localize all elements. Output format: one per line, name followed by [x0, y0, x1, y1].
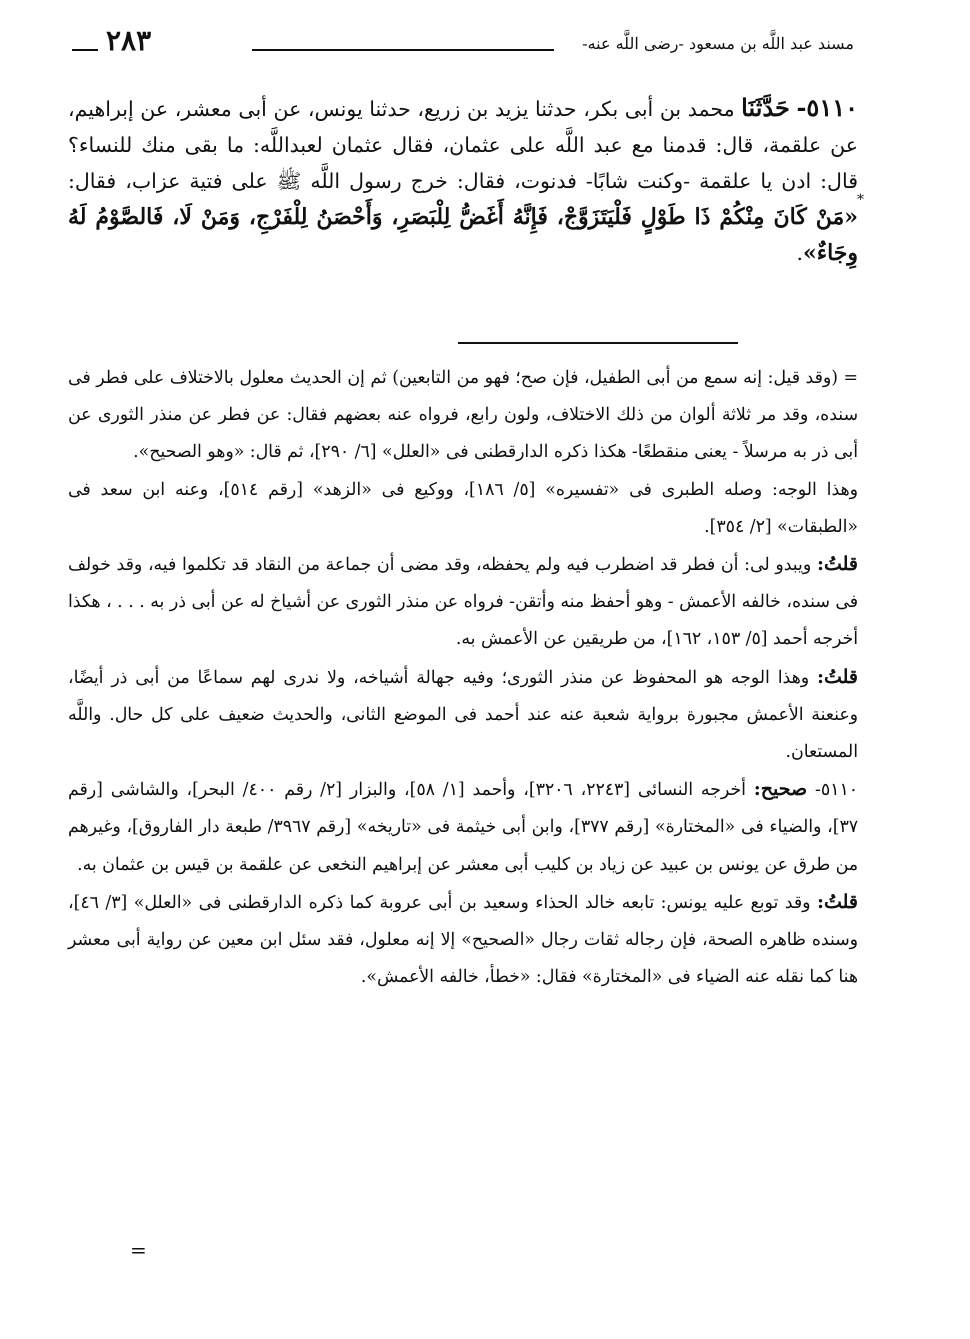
hadith-matn: «مَنْ كَانَ مِنْكُمْ ذَا طَوْلٍ فَلْيَتَزَوَّجْ، فَإِنَّهُ أَغَضُّ لِلْبَصَرِ، وَأَحْصَنُ لِلْفَرْجِ، وَمَنْ لَا، فَالصَّوْمُ لَهُ وِجَاءٌ»	[68, 204, 858, 266]
continuation-mark: =	[130, 1238, 147, 1262]
page-number: ٢٨٣	[106, 24, 152, 57]
hadith-number: ٥١١٠-	[796, 93, 858, 122]
footnote-paragraph: = (وقد قيل: إنه سمع من أبى الطفيل، فإن صح؛ فهو من التابعين) ثم إن الحديث معلول بالاختلاف على فطر فى سنده، وقد مر ثلاثة ألوان من ذلك الاختلاف، ولون رابع، فرواه عنه بعضهم فقال: عن فطر عن منذر الثورى عن أبى ذر به مرسلاً - يعنى منقطعًا- هكذا ذكره الدارقطنى فى «العلل» [٦/ ٢٩٠]، ثم قال: «وهو الصحيح».	[68, 368, 858, 463]
header-left-rule	[72, 49, 98, 51]
footnote-text: أخرجه النسائى [٢٢٤٣، ٣٢٠٦]، وأحمد [١/ ٥٨]، والبزار [٢/ رقم ٤٠٠/ البحر]، والشاشى [رقم ٣٧]، والضياء فى «المختارة» [رقم ٣٧٧]، وابن أبى خيثمة فى «تاريخه» [رقم ٣٩٦٧/ طبعة دار الفاروق]، وغيرهم من طرق عن يونس بن عبيد عن زياد بن كليب أبى معشر عن إبراهيم النخعى عن علقمة بن قيس بن عثمان به.	[68, 780, 859, 875]
hadith-body	[68, 90, 858, 271]
footnote-keyword: قلتُ:	[816, 553, 858, 576]
footnote-paragraph	[68, 546, 858, 659]
footnote-text: ويبدو لى: أن فطر قد اضطرب فيه ولم يحفظه، وقد مضى أن جماعة من النقاد قد تكلموا فيه، وقد خولف فى سنده، خالفه الأعمش - وهو أحفظ منه وأتقن- فرواه عن منذر الثورى عن أشياخ له عن أبى ذر به . . . ، هكذا أخرجه أحمد [٥/ ١٥٣، ١٦٢]، من طريقين عن الأعمش به.	[68, 555, 858, 650]
footnote-paragraph: وهذا الوجه: وصله الطبرى فى «تفسيره» [٥/ ١٨٦]، ووكيع فى «الزهد» [رقم ٥١٤]، وعنه ابن سعد فى «الطبقات» [٢/ ٣٥٤].	[68, 479, 858, 537]
hadith-end: .	[796, 241, 803, 265]
side-mark: *	[857, 192, 864, 208]
footnote-keyword: قلتُ:	[816, 665, 858, 688]
footnote-keyword: قلتُ:	[816, 890, 858, 913]
footnote-paragraph	[68, 659, 858, 772]
hadith-narration-word: حَدَّثَنَا	[741, 93, 790, 122]
hadith-isnad: محمد بن أبى بكر، حدثنا يزيد بن زريع، حدثنا يونس، عن أبى معشر، عن إبراهيم، عن علقمة، قال: قدمنا مع عبد اللَّه على عثمان، فقال عثمان لعبداللَّه: ما بقى منك للنساء؟ قال: ادن يا علقمة -وكنت شابًا- فدنوت، فقال: خرج رسول اللَّه ﷺ على فتية عزاب، فقال:	[68, 97, 858, 193]
header-title: مسند عبد اللَّه بن مسعود -رضى اللَّه عنه-	[582, 34, 854, 53]
footnote-text: وقد توبع عليه يونس: تابعه خالد الحذاء وسعيد بن أبى عروبة كما ذكره الدارقطنى فى «العلل» [٣/ ٤٦]، وسنده ظاهره الصحة، فإن رجاله ثقات رجال «الصحيح» إلا إنه معلول، فقد سئل ابن معين عن رواية أبى معشر هنا كما نقله عنه الضياء فى «المختارة» فقال: «خطأ، خالفه الأعمش».	[68, 892, 858, 988]
footnote-paragraph	[68, 884, 858, 997]
header-rule	[252, 49, 554, 51]
footnote-number: ٥١١٠-	[815, 780, 859, 801]
footnote-text: وهذا الوجه هو المحفوظ عن منذر الثورى؛ وفيه جهالة أشياخه، ولا ندرى لهم سماعًا من أبى ذر أيضًا، وعنعنة الأعمش مجبورة برواية شعبة عنه عند أحمد فى الموضع الثانى، والحديث ضعيف على كل حال. واللَّه المستعان.	[68, 667, 858, 763]
running-header	[72, 26, 854, 66]
hadith-paragraph	[68, 90, 858, 271]
footnote-keyword: صحيح:	[753, 778, 808, 801]
footnote-divider	[458, 342, 738, 344]
footnotes	[68, 360, 858, 996]
footnote-paragraph	[68, 771, 858, 884]
